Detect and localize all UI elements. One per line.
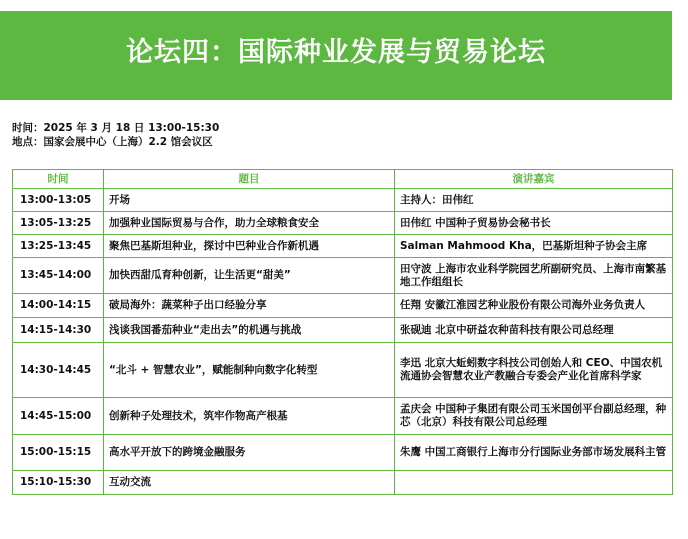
event-info — [12, 121, 219, 149]
row-speaker: 田守波 上海市农业科学院园艺所副研究员、上海市南繁基地工作组组长 — [395, 258, 673, 294]
row-time: 14:00-14:15 — [13, 294, 104, 318]
table-row — [13, 212, 673, 235]
row-time: 14:45-15:00 — [13, 398, 104, 435]
row-time: 15:10-15:30 — [13, 471, 104, 495]
schedule-table — [12, 169, 673, 495]
table-row — [13, 235, 673, 258]
row-topic: 加强种业国际贸易与合作，助力全球粮食安全 — [104, 212, 395, 235]
row-time: 14:15-14:30 — [13, 318, 104, 343]
row-speaker: 田伟红 中国种子贸易协会秘书长 — [395, 212, 673, 235]
row-speaker: 李迅 北京大蚯蚓数字科技公司创始人和 CEO、中国农机流通协会智慧农业产教融合专委会产业化首席科学家 — [395, 343, 673, 398]
row-topic: 创新种子处理技术，筑牢作物高产根基 — [104, 398, 395, 435]
table-row — [13, 318, 673, 343]
row-time: 13:25-13:45 — [13, 235, 104, 258]
row-topic: 高水平开放下的跨境金融服务 — [104, 435, 395, 471]
table-row — [13, 189, 673, 212]
table-row — [13, 435, 673, 471]
event-location: 地点：国家会展中心（上海）2.2 馆会议区 — [12, 136, 213, 148]
column-header-time: 时间 — [13, 170, 104, 189]
row-topic: 互动交流 — [104, 471, 395, 495]
row-time: 14:30-14:45 — [13, 343, 104, 398]
column-header-speaker: 演讲嘉宾 — [395, 170, 673, 189]
title-banner — [0, 11, 672, 100]
row-topic: 加快西甜瓜育种创新，让生活更“甜美” — [104, 258, 395, 294]
table-row — [13, 343, 673, 398]
table-row — [13, 471, 673, 495]
event-time: 时间：2025 年 3 月 18 日 13:00-15:30 — [12, 122, 220, 134]
table-row — [13, 398, 673, 435]
row-speaker — [395, 471, 673, 495]
row-topic: 破局海外：蔬菜种子出口经验分享 — [104, 294, 395, 318]
row-speaker: 任翔 安徽江淮园艺种业股份有限公司海外业务负责人 — [395, 294, 673, 318]
row-topic: 开场 — [104, 189, 395, 212]
table-row — [13, 294, 673, 318]
row-time: 13:05-13:25 — [13, 212, 104, 235]
table-row — [13, 258, 673, 294]
row-speaker: 张砚迪 北京中研益农种苗科技有限公司总经理 — [395, 318, 673, 343]
page-title: 论坛四：国际种业发展与贸易论坛 — [126, 37, 546, 68]
row-speaker: 朱鹰 中国工商银行上海市分行国际业务部市场发展科主管 — [395, 435, 673, 471]
row-speaker: 孟庆会 中国种子集团有限公司玉米国创平台副总经理，种芯（北京）科技有限公司总经理 — [395, 398, 673, 435]
row-time: 13:00-13:05 — [13, 189, 104, 212]
row-topic: 浅谈我国番茄种业“走出去”的机遇与挑战 — [104, 318, 395, 343]
row-speaker: Salman Mahmood Kha，巴基斯坦种子协会主席 — [395, 235, 673, 258]
row-topic: “北斗 + 智慧农业”，赋能制种向数字化转型 — [104, 343, 395, 398]
row-topic: 聚焦巴基斯坦种业，探讨中巴种业合作新机遇 — [104, 235, 395, 258]
row-time: 13:45-14:00 — [13, 258, 104, 294]
table-header-row — [13, 170, 673, 189]
row-time: 15:00-15:15 — [13, 435, 104, 471]
row-speaker: 主持人：田伟红 — [395, 189, 673, 212]
column-header-topic: 题目 — [104, 170, 395, 189]
